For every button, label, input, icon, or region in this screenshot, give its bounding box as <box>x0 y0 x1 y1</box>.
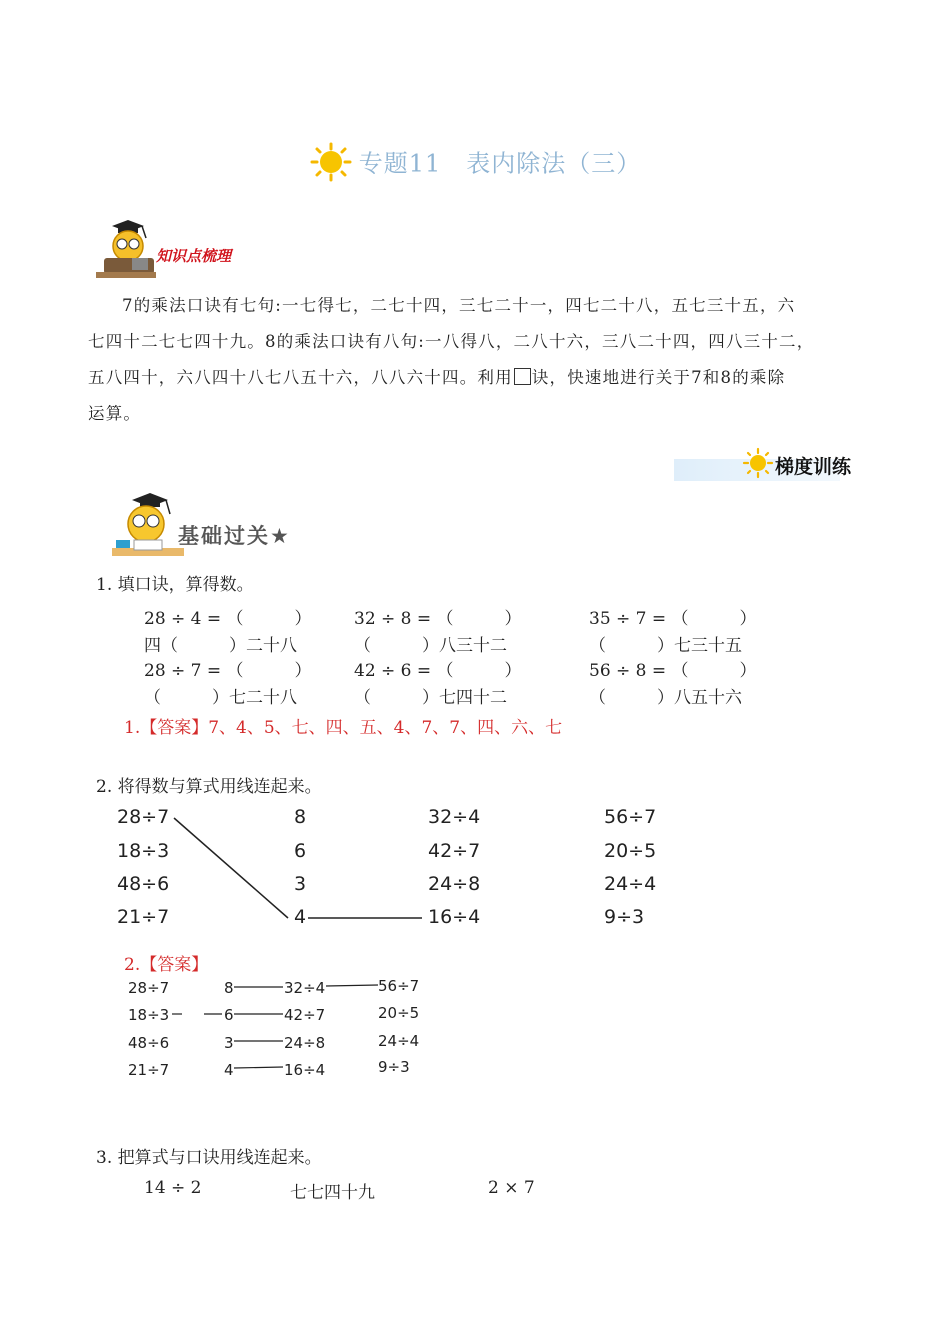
q3-prompt: 3. 把算式与口诀用线连起来。 <box>96 1148 322 1168</box>
q3-item: 14 ÷ 2 <box>144 1178 202 1198</box>
q2-col1-item: 28÷7 <box>117 806 170 828</box>
q2-answer-col3: 24÷8 <box>284 1034 326 1052</box>
q1-prompt: 1. 填口诀，算得数。 <box>96 575 254 595</box>
q2-answer-col2: 3 <box>224 1034 234 1052</box>
q1-cell: 28 ÷ 4 = （ ） <box>144 609 312 629</box>
q1-cell: 56 ÷ 8 = （ ） <box>589 661 757 681</box>
q2-answer-col2: 6 <box>224 1006 234 1024</box>
q2-col3-item: 32÷4 <box>428 806 481 828</box>
q2-answer-col1: 48÷6 <box>128 1034 170 1052</box>
q1-cell: 四（ ）二十八 <box>144 636 297 656</box>
q2-answer-col3: 16÷4 <box>284 1061 326 1079</box>
q2-answer-col4: 20÷5 <box>378 1004 420 1022</box>
q2-col3-item: 16÷4 <box>428 906 481 928</box>
q1-cell: （ ）七四十二 <box>354 688 507 708</box>
q2-col1-item: 48÷6 <box>117 873 170 895</box>
q2-answer-col4: 24÷4 <box>378 1032 420 1050</box>
q2-col2-item: 8 <box>294 806 307 828</box>
q2-answer-col2: 8 <box>224 979 234 997</box>
q2-answer-col1: 28÷7 <box>128 979 170 997</box>
q2-col2-item: 4 <box>294 906 307 928</box>
q1-cell: （ ）八五十六 <box>589 688 742 708</box>
q3-item: 七七四十九 <box>290 1183 375 1203</box>
q2-prompt: 2. 将得数与算式用线连起来。 <box>96 777 322 797</box>
q1-cell: 35 ÷ 7 = （ ） <box>589 609 757 629</box>
q2-answer-col1: 21÷7 <box>128 1061 170 1079</box>
q2-col2-item: 6 <box>294 840 307 862</box>
q2-col1-item: 18÷3 <box>117 840 170 862</box>
q1-cell: （ ）七三十五 <box>589 636 742 656</box>
q1-cell: （ ）七二十八 <box>144 688 297 708</box>
q3-item: 2 × 7 <box>488 1178 535 1198</box>
star-icon: ★ <box>270 524 291 548</box>
q2-col4-item: 20÷5 <box>604 840 657 862</box>
q2-answer-col4: 56÷7 <box>378 977 420 995</box>
q1-cell: （ ）八三十二 <box>354 636 507 656</box>
q2-col4-item: 9÷3 <box>604 906 645 928</box>
q2-answer-col4: 9÷3 <box>378 1058 410 1076</box>
q1-answer: 1.【答案】7、4、5、七、四、五、4、7、7、四、六、七 <box>124 718 563 738</box>
q2-answer-col1: 18÷3 <box>128 1006 170 1024</box>
section-title: 梯度训练 <box>775 456 852 478</box>
title-text: 专题11 表内除法（三） <box>358 149 642 178</box>
q2-col2-item: 3 <box>294 873 307 895</box>
knowledge-label: 知识点梳理 <box>156 247 232 265</box>
q2-answer-col3: 32÷4 <box>284 979 326 997</box>
q1-cell: 28 ÷ 7 = （ ） <box>144 661 312 681</box>
q2-col4-item: 56÷7 <box>604 806 657 828</box>
q1-cell: 42 ÷ 6 = （ ） <box>354 661 522 681</box>
q2-answer-label: 2.【答案】 <box>124 955 209 975</box>
q2-col3-item: 42÷7 <box>428 840 481 862</box>
q1-cell: 32 ÷ 8 = （ ） <box>354 609 522 629</box>
sub-section-label: 基础过关★ <box>178 524 291 548</box>
q2-col4-item: 24÷4 <box>604 873 657 895</box>
q2-answer-col2: 4 <box>224 1061 234 1079</box>
q2-col3-item: 24÷8 <box>428 873 481 895</box>
knowledge-paragraph: 7的乘法口诀有七句:一七得七，二七十四，三七二十一，四七二十八，五七三十五，六 七四十二七七四十九。8的乘法口诀有八句:一八得八，二八十六，三八二十四，四八三十二， 五八四十，六八四十八七八五十六，八八六十四。利用 诀，快速地进行关于7和8的乘除 运算。 <box>88 296 815 423</box>
q2-col1-item: 21÷7 <box>117 906 170 928</box>
q2-answer-col3: 42÷7 <box>284 1006 326 1024</box>
